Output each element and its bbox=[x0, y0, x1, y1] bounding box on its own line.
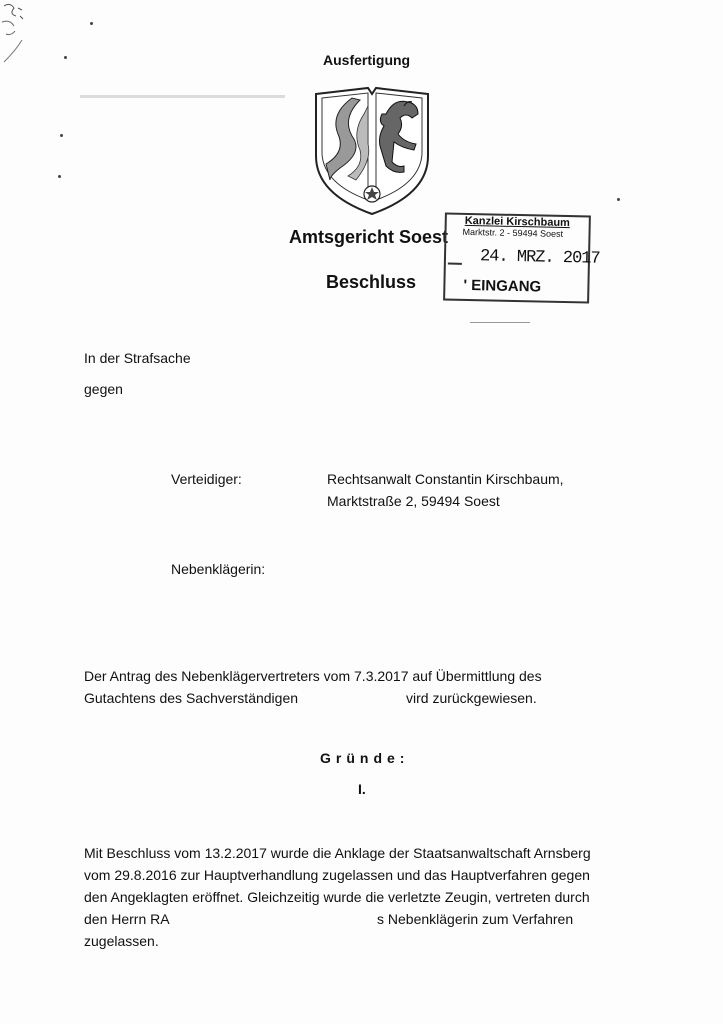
stamp-received-text: EINGANG bbox=[470, 277, 542, 296]
stamp-received-label bbox=[463, 277, 541, 296]
court-name: Amtsgericht Soest bbox=[289, 227, 449, 247]
scan-speck bbox=[60, 134, 63, 137]
defender-address: Marktstraße 2, 59494 Soest bbox=[327, 493, 500, 509]
reasons-section-number: I. bbox=[358, 781, 366, 797]
ruling-line-1: Der Antrag des Nebenklägervertreters vom 7.3.2017 auf Übermittlung des bbox=[84, 668, 542, 684]
corner-scribble-mark bbox=[0, 0, 40, 75]
stamp-firm: Kanzlei Kirschbaum bbox=[464, 214, 571, 230]
stamp-tick-line bbox=[448, 263, 462, 265]
paragraph-line-4a: den Herrn RA bbox=[84, 911, 170, 927]
scan-speck bbox=[617, 198, 620, 201]
stamp-date: 24. MRZ. 2017 bbox=[479, 247, 600, 269]
ruling-line-2b: vird zurückgewiesen. bbox=[406, 690, 537, 706]
ausfertigung-label: Ausfertigung bbox=[323, 52, 411, 68]
received-stamp bbox=[443, 212, 600, 303]
scan-speck bbox=[58, 175, 61, 178]
stamp-mark: ' bbox=[463, 276, 468, 294]
coat-of-arms-icon bbox=[312, 84, 432, 218]
stamp-address: Marktstr. 2 - 59494 Soest bbox=[462, 226, 564, 239]
case-intro: In der Strafsache bbox=[84, 350, 191, 366]
ruling-line-2a: Gutachtens des Sachverständigen bbox=[84, 690, 299, 706]
paragraph-line-3: den Angeklagten eröffnet. Gleichzeitig wurde die verletzte Zeugin, vertreten durch bbox=[84, 889, 590, 905]
paragraph-line-1: Mit Beschluss vom 13.2.2017 wurde die Anklage der Staatsanwaltschaft Arnsberg bbox=[84, 845, 591, 861]
header-rule bbox=[80, 95, 285, 98]
defender-label: Verteidiger: bbox=[171, 471, 242, 487]
paragraph-line-2: vom 29.8.2016 zur Hauptverhandlung zugelassen und das Hauptverfahren gegen bbox=[84, 867, 590, 883]
scan-speck bbox=[90, 22, 93, 25]
scan-dotted-line bbox=[470, 322, 530, 323]
case-against: gegen bbox=[84, 381, 123, 397]
reasons-heading: Gründe: bbox=[320, 750, 410, 766]
paragraph-line-5: zugelassen. bbox=[84, 933, 159, 949]
scan-speck bbox=[64, 56, 67, 59]
document-title: Beschluss bbox=[326, 272, 417, 292]
co-plaintiff-label: Nebenklägerin: bbox=[171, 561, 266, 577]
paragraph-line-4b: s Nebenklägerin zum Verfahren bbox=[377, 911, 574, 927]
defender-name: Rechtsanwalt Constantin Kirschbaum, bbox=[327, 471, 564, 487]
